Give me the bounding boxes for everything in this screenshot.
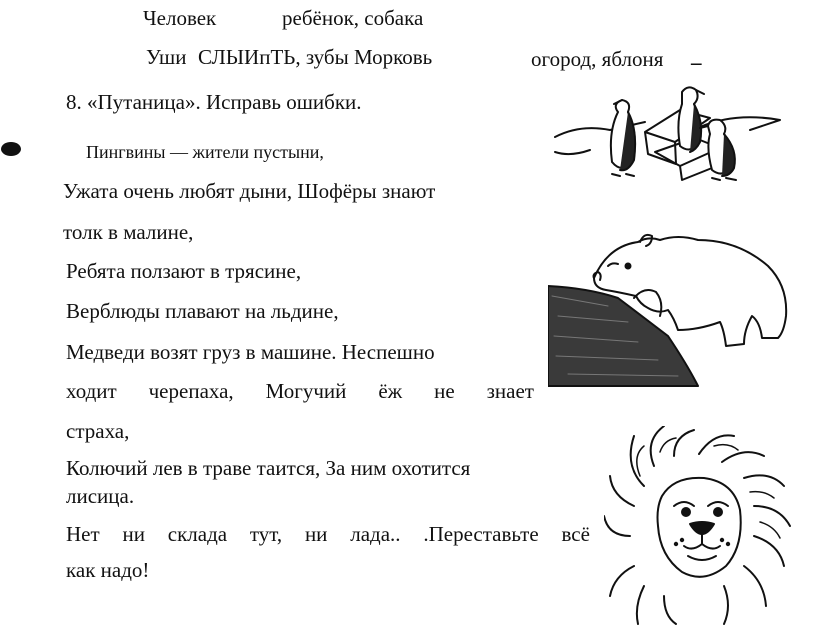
- poem-word: всё: [561, 522, 590, 546]
- poem-word: ни: [122, 522, 145, 546]
- poem-word: ходит: [66, 379, 117, 403]
- poem-line-11: [66, 524, 590, 545]
- polar-bear-icon: [548, 226, 806, 394]
- poem-word: Могучий: [265, 379, 347, 403]
- poem-word: знает: [486, 379, 534, 403]
- poem-line-8: страха,: [66, 419, 130, 443]
- poem-line-12: как надо!: [66, 558, 150, 582]
- header-words-slyshat: СЛЫИпТЬ, зубы Морковь: [198, 45, 433, 69]
- poem-word: Нет: [66, 522, 100, 546]
- header-word-ushi: Уши: [146, 45, 187, 69]
- exercise-title: 8. «Путаница». Исправь ошибки.: [66, 90, 362, 114]
- poem-line-9: Колючий лев в траве таится, За ним охотится: [66, 456, 471, 480]
- poem-line-1: Пингвины — жители пустыни,: [86, 142, 324, 162]
- header-words-rebenok: ребёнок, собака: [282, 6, 424, 30]
- lion-face-icon: [604, 426, 794, 626]
- poem-word: ёж: [378, 379, 403, 403]
- poem-line-4: Ребята ползают в трясине,: [66, 259, 302, 283]
- poem-line-3: толк в малине,: [63, 220, 194, 244]
- poem-line-10: лисица.: [66, 484, 135, 508]
- poem-word: лада..: [350, 522, 401, 546]
- poem-line-5: Верблюды плавают на льдине,: [66, 299, 339, 323]
- poem-line-6: Медведи возят груз в машине. Неспешно: [66, 340, 435, 364]
- poem-word: склада: [167, 522, 228, 546]
- header-dash: _: [691, 43, 702, 67]
- poem-line-7: [66, 381, 534, 402]
- header-word-chelovek: Человек: [143, 6, 217, 30]
- poem-word: ни: [304, 522, 328, 546]
- poem-word: тут,: [249, 522, 283, 546]
- poem-line-2: Ужата очень любят дыни, Шофёры знают: [63, 179, 436, 203]
- poem-word: .Переставьте: [423, 522, 539, 546]
- poem-word: черепаха,: [148, 379, 234, 403]
- header-words-ogorod: огород, яблоня: [531, 47, 664, 71]
- penguins-on-ice-icon: [550, 82, 790, 186]
- poem-word: не: [434, 379, 455, 403]
- bullet-dot: [1, 142, 21, 156]
